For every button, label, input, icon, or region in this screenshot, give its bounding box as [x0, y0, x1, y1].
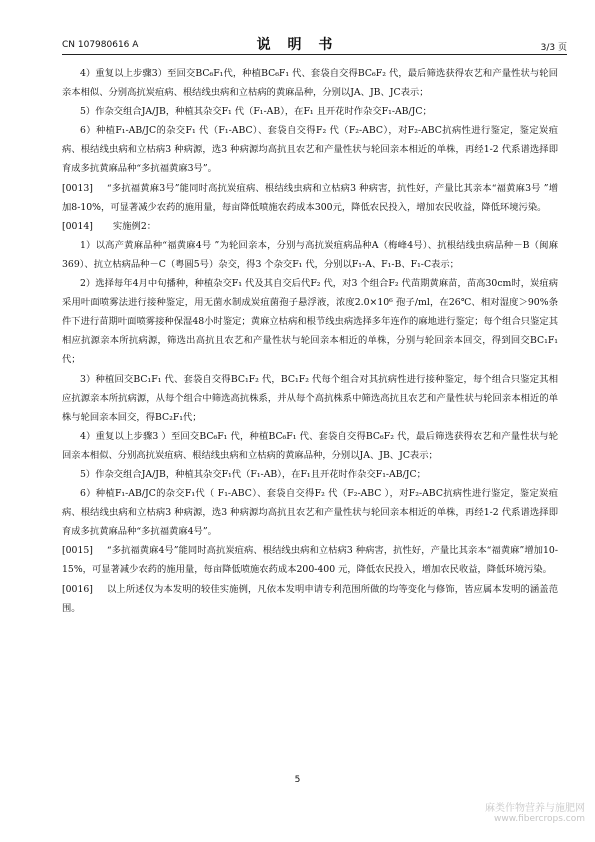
- paragraph: [62, 179, 558, 217]
- paragraph: [62, 580, 558, 618]
- paragraph-text: 5）作杂交组合JA/JB，种植其杂交F₁ 代（F₁-AB），在F₁ 且开花时作杂交F₁-AB/JC；: [80, 106, 432, 118]
- header-page-indicator: 3/3 页: [540, 43, 567, 53]
- paragraph: [62, 370, 558, 427]
- paragraph: [62, 236, 558, 274]
- header-rule: [62, 54, 567, 55]
- page-title: 说 明 书: [256, 37, 339, 53]
- paragraph: [62, 274, 558, 369]
- watermark-url: www.fibercrops.com: [494, 814, 585, 824]
- paragraph-number: [0015]: [62, 545, 93, 557]
- watermark: [485, 799, 585, 824]
- paragraph: [62, 121, 558, 178]
- paragraph-number: [0014]: [62, 220, 93, 232]
- paragraph-text: 2）选择每年4月中旬播种，种植杂交F₁ 代及其自交后代F₂ 代，对3 个组合F₂ 代苗期黄麻苗，苗高30cm时，炭疽病采用叶面喷雾法进行接种鉴定，用无菌水制成炭疽菌孢子悬浮液，浓度2.0×10⁶ 孢子/ml，在26℃、相对湿度＞90%条件下进行苗期叶面喷雾接种保湿48小时鉴定；黄麻立枯病和根节线虫病选择多年连作的麻地进行鉴定；每个组合只鉴定其相应抗源亲本所抗病源，筛选出高抗且农艺和产量性状与轮回亲本相近的单株，分别与轮回亲本回交，得到回交BC₁F₁代；: [62, 278, 558, 366]
- paragraph-number: [0016]: [62, 583, 93, 595]
- paragraph-number: [0013]: [62, 182, 93, 194]
- page-number: 5: [294, 775, 301, 785]
- paragraph-text: “多抗福黄麻4号”能同时高抗炭疽病、根结线虫病和立枯病3 种病害，抗性好，产量比其亲本“福黄麻”增加10-15%，可显著减少农药的施用量，每亩降低喷施农药成本200-400 元，降低农民投入，增加农民收益，降低环境污染。: [62, 545, 558, 576]
- paragraph: [62, 102, 558, 121]
- paragraph: [62, 427, 558, 465]
- paragraph-text: 4）重复以上步骤3）至回交BC₆F₁代，种植BC₆F₁ 代、套袋自交得BC₆F₂ 代，最后筛选获得农艺和产量性状与轮回亲本相似、分别高抗炭疽病、根结线虫病和立枯病的黄麻品种，分别以JA、JB、JC表示；: [62, 68, 558, 99]
- paragraph: [62, 217, 558, 236]
- paragraph: [62, 484, 558, 541]
- paragraph-text: 实施例2：: [112, 220, 157, 232]
- document-body: [62, 64, 558, 618]
- paragraph-text: 6）种植F₁-AB/JC的杂交F₁代（ F₁-ABC）、套袋自交得F₂ 代（F₂-ABC ），对F₂-ABC抗病性进行鉴定，鉴定炭疽病、根结线虫病和立枯病3 种病源，选3 种病源均高抗且农艺和产量性状与轮回亲本相近的单株，再经1-2 代系谱选择即育成多抗黄麻品种“多抗福黄麻4号”。: [62, 488, 558, 538]
- paragraph-text: 4）重复以上步骤3 ）至回交BC₆F₁ 代，种植BC₆F₁ 代、套袋自交得BC₆F₂ 代，最后筛选获得农艺和产量性状与轮回亲本相似、分别高抗炭疽病、根结线虫病和立枯病的黄麻品种，分别以JA、JB、JC表示；: [62, 430, 558, 461]
- paragraph-text: “多抗福黄麻3号”能同时高抗炭疽病、根结线虫病和立枯病3 种病害，抗性好，产量比其亲本“福黄麻3号 ”增加8-10%，可显著减少农药的施用量，每亩降低喷施农药成本300元，降低农民投入，增加农民收益，降低环境污染。: [62, 182, 558, 213]
- watermark-text: 麻类作物营养与施肥网: [485, 803, 585, 814]
- paragraph: [62, 465, 558, 484]
- paragraph-text: 1）以高产黄麻品种“福黄麻4号 ”为轮回亲本，分别与高抗炭疽病品种A（梅峰4号）、抗根结线虫病品种－B（闽麻369）、抗立枯病品种－C（粤圆5号）杂交，得3 个杂交F₁ 代，分别以F₁-A、F₁-B、F₁-C表示；: [62, 239, 558, 270]
- paragraph-text: 以上所述仅为本发明的较佳实施例，凡依本发明申请专利范围所做的均等变化与修饰，皆应属本发明的涵盖范围。: [62, 583, 558, 614]
- paragraph-text: 3）种植回交BC₁F₁ 代、套袋自交得BC₁F₂ 代，BC₁F₂ 代每个组合对其抗病性进行接种鉴定，每个组合只鉴定其相应抗源亲本所抗病源，从每个组合中筛选高抗株系，并从每个高抗株系中筛选高抗且农艺和产量性状与轮回亲本相近的单株与轮回亲本回交，得BC₂F₁代；: [62, 373, 558, 423]
- paragraph: [62, 541, 558, 579]
- paragraph-text: 5）作杂交组合JA/JB，种植其杂交F₁代（F₁-AB），在F₁且开花时作杂交F₁-AB/JC；: [80, 468, 426, 480]
- paragraph-text: 6）种植F₁-AB/JC的杂交F₁ 代（F₁-ABC）、套袋自交得F₂ 代（F₂-ABC），对F₂-ABC抗病性进行鉴定，鉴定炭疽病、根结线虫病和立枯病3 种病源，选3 种病源均高抗且农艺和产量性状与轮回亲本相近的单株，再经1-2 代系谱选择即育成多抗黄麻品种“多抗福黄麻3号”。: [62, 125, 558, 175]
- paragraph: [62, 64, 558, 102]
- header-patent-number: CN 107980616 A: [62, 40, 139, 50]
